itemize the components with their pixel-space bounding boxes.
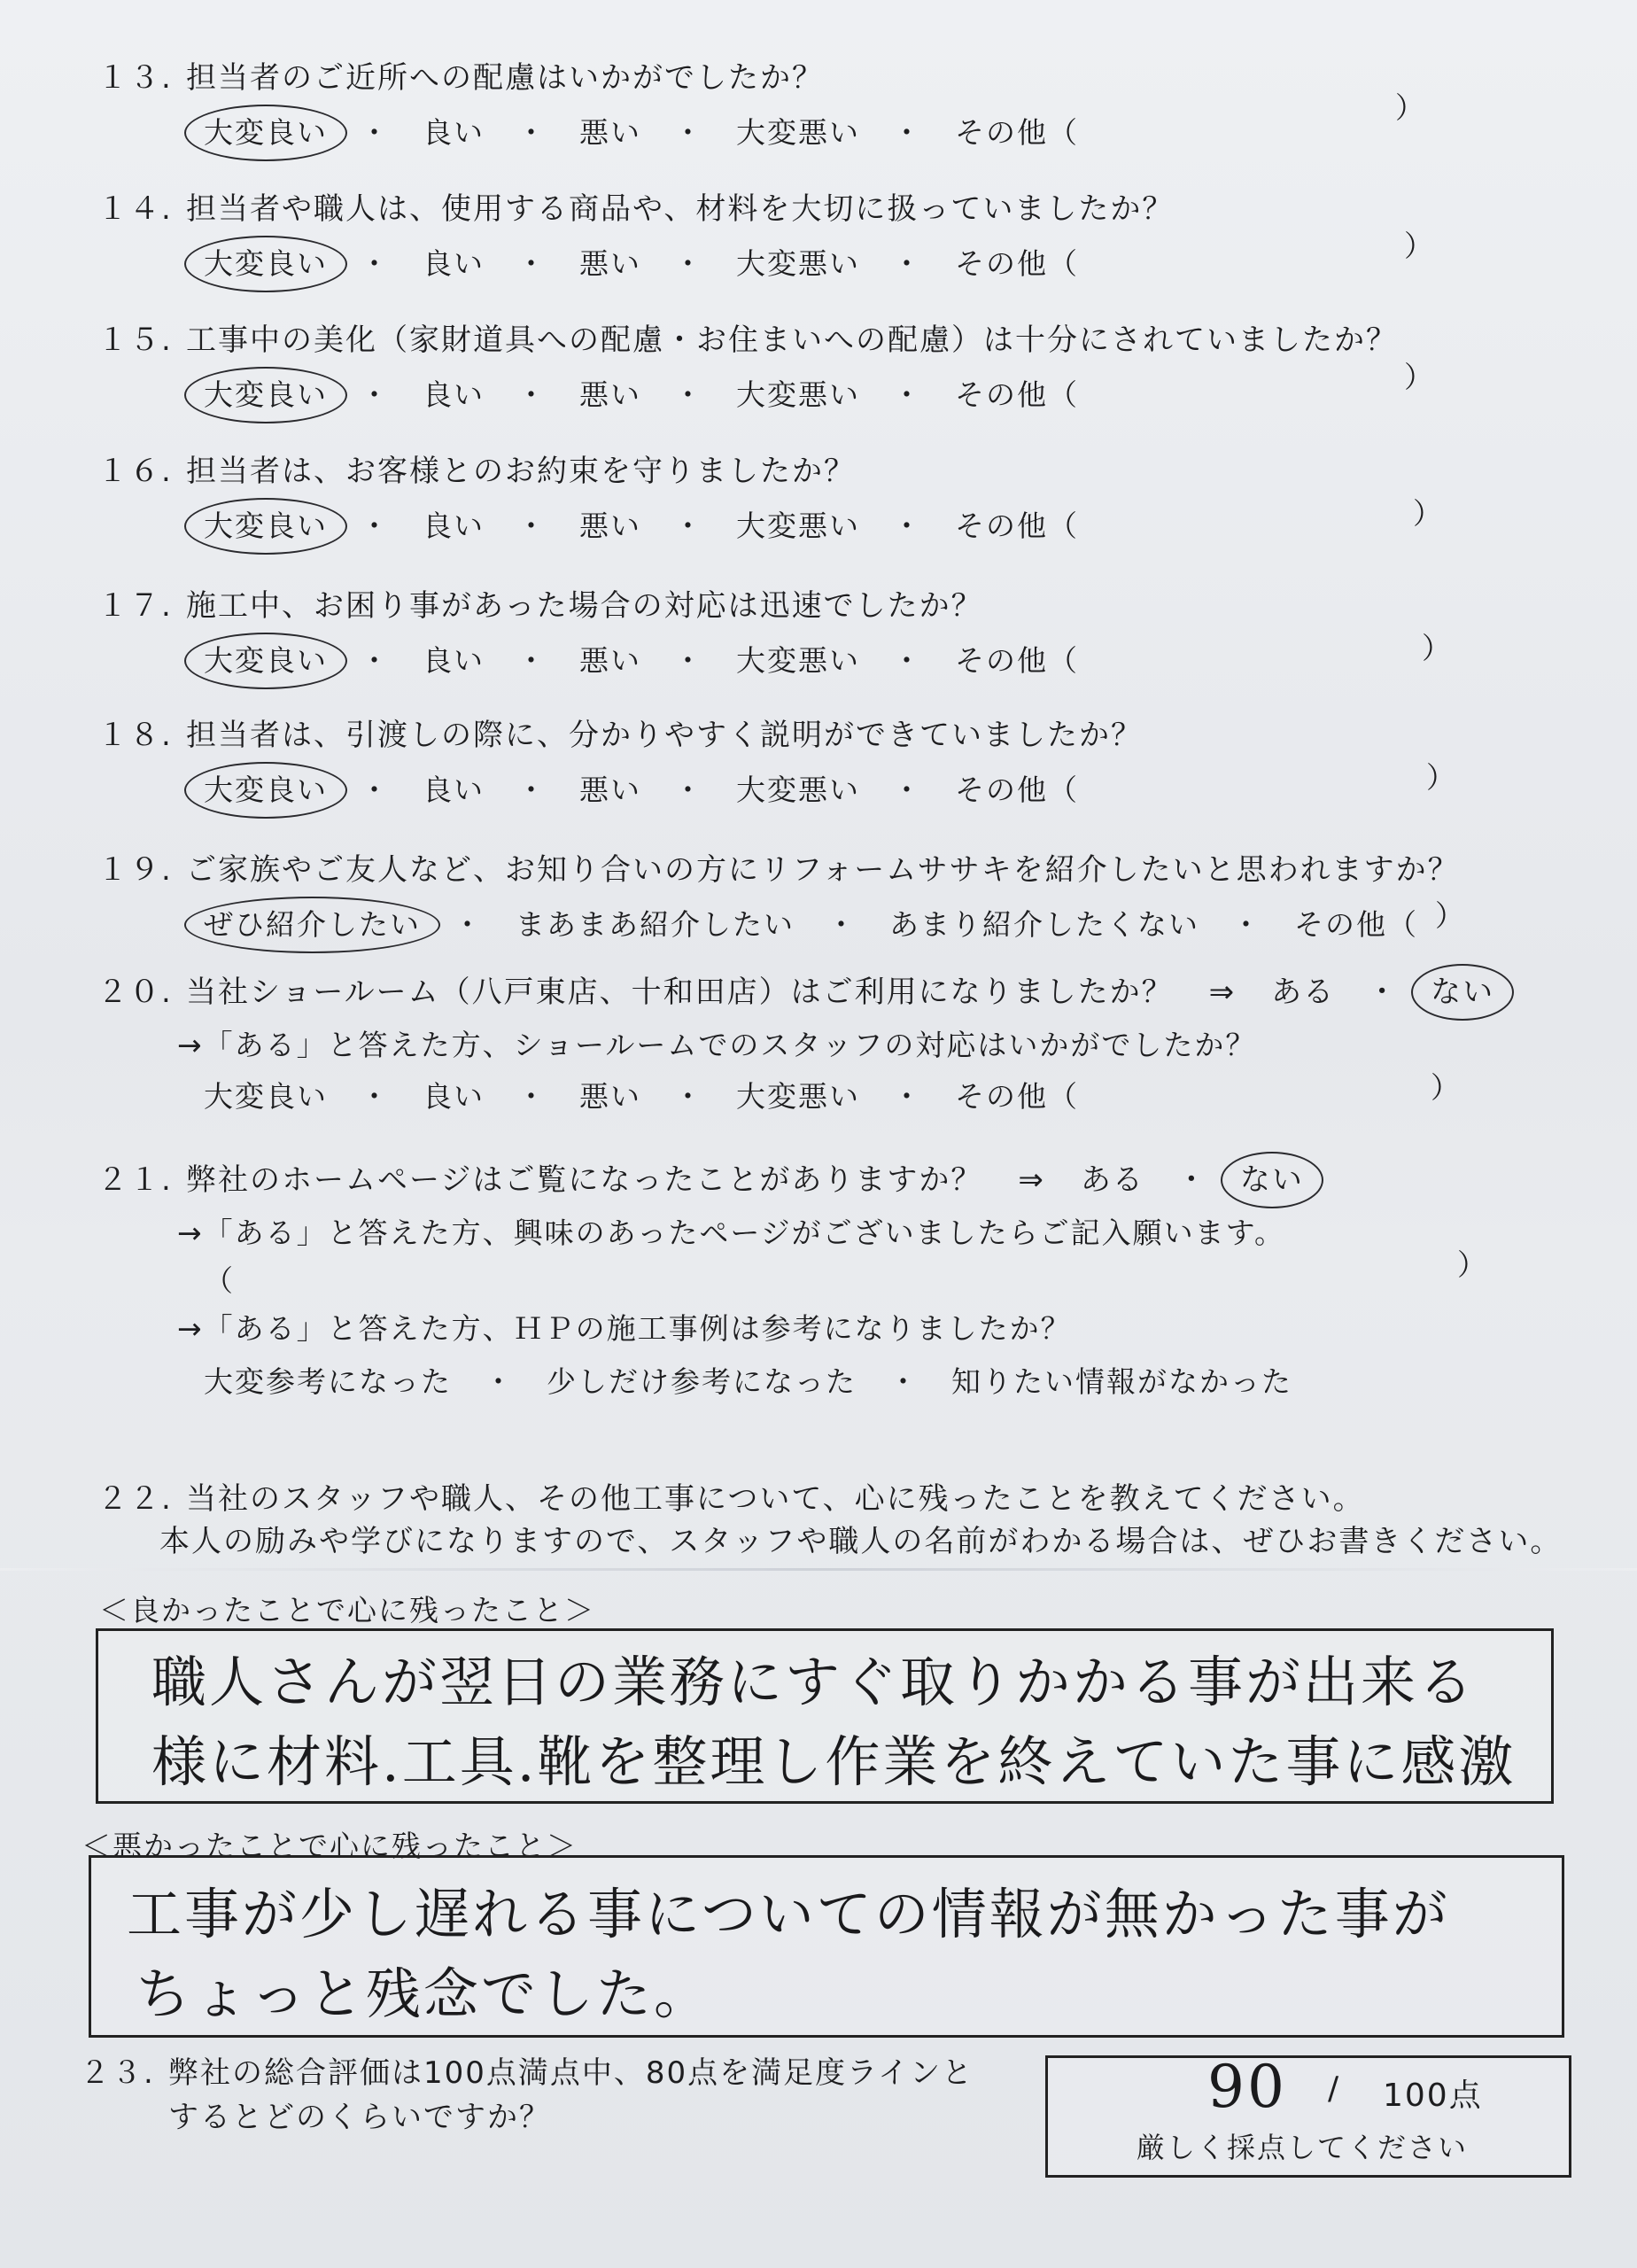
question-text: 弊社のホームページはご覧になったことがありますか？ (186, 1162, 983, 1198)
option-very-good-selected[interactable]: 大変良い (204, 113, 328, 152)
question-number: １５. (97, 322, 173, 358)
follow-up-question-1: →「ある」と答えた方、興味のあったページがございましたらご記入願います。 (177, 1216, 1286, 1250)
question-text: 弊社の総合評価は100点満点中、80点を満足度ラインと (168, 2055, 974, 2091)
score-note: 厳しく採点してください (1137, 2131, 1469, 2164)
question-number: １４. (97, 191, 173, 227)
score-slash: / (1328, 2070, 1339, 2107)
option-very-bad[interactable]: 大変悪い (736, 115, 860, 150)
score-value: 90 (1207, 2053, 1287, 2121)
option-no-selected[interactable]: ない (1239, 1162, 1304, 1198)
question-number: ２３. (80, 2055, 155, 2091)
answer-options: 大変良い ・ 良い ・ 悪い ・ 大変悪い ・ その他（ ） (204, 641, 1559, 686)
option-other[interactable]: その他（ (955, 509, 1079, 543)
option-want-to-introduce-selected[interactable]: ぜひ紹介したい (204, 905, 421, 944)
question-text: 工事中の美化（家財道具への配慮・お住まいへの配慮）は十分にされていましたか？ (186, 322, 1398, 358)
option-not-helpful[interactable]: 知りたい情報がなかった (951, 1364, 1292, 1399)
answer-options: 大変良い ・ 良い ・ 悪い ・ 大変悪い ・ その他（ ） (204, 376, 1559, 420)
option-other[interactable]: その他（ (1294, 907, 1418, 942)
good-comment-line-1: 職人さんが翌日の業務にすぐ取りかかる事が出来る (151, 1650, 1477, 1714)
option-very-good-selected[interactable]: 大変良い (204, 376, 328, 415)
question-number: １３. (97, 60, 173, 96)
option-good[interactable]: 良い (423, 115, 485, 150)
question-21: ２１. 弊社のホームページはご覧になったことがありますか？ ⇒ ある ・ ない →「ある」と答えた方、興味のあったページがございましたらご記入願います。 （ ） →「ある」と答えた方、ＨＰの施工事例は参考になりましたか？ 大変参考になった ・ 少しだけ参考になった ・ 知りたい情報がなかった (97, 1161, 1559, 1407)
question-text: ご家族やご友人など、お知り合いの方にリフォームササキを紹介したいと思われますか？ (186, 852, 1460, 888)
option-other[interactable]: その他（ (955, 115, 1079, 150)
answer-options: 大変良い ・ 良い ・ 悪い ・ 大変悪い ・ その他（ ） (204, 245, 1559, 289)
question-subtext: 本人の励みや学びになりますので、スタッフや職人の名前がわかる場合は、ぜひお書きください。 (159, 1524, 1563, 1559)
option-good[interactable]: 良い (423, 643, 485, 678)
question-number: ２１. (97, 1162, 173, 1198)
option-good[interactable]: 良い (423, 1079, 485, 1114)
bad-comment-line-1: 工事が少し遅れる事についての情報が無かった事が (127, 1882, 1450, 1946)
question-number: １７. (97, 588, 173, 624)
question-number: ２２. (97, 1481, 173, 1517)
question-text: 担当者のご近所への配慮はいかがでしたか？ (186, 60, 824, 96)
question-18 (97, 716, 1559, 815)
option-very-good-selected[interactable]: 大変良い (204, 771, 328, 810)
question-22 (97, 1480, 1563, 1561)
option-very-bad[interactable]: 大変悪い (736, 773, 860, 807)
option-other[interactable]: その他（ (955, 246, 1079, 281)
option-other[interactable]: その他（ (955, 643, 1079, 678)
good-comments-label: ＜良かったことで心に残ったこと＞ (99, 1593, 595, 1627)
close-paren: ） (1395, 90, 1426, 125)
arrow-symbol: ⇒ (1208, 975, 1237, 1010)
close-paren: ） (1435, 898, 1466, 933)
open-paren: （ (204, 1263, 235, 1298)
option-very-bad[interactable]: 大変悪い (736, 509, 860, 543)
option-good[interactable]: 良い (423, 773, 485, 807)
option-very-good-selected[interactable]: 大変良い (204, 245, 328, 284)
option-slightly-helpful[interactable]: 少しだけ参考になった (547, 1364, 857, 1399)
close-paren: ） (1413, 496, 1444, 531)
question-number: ２０. (97, 975, 173, 1010)
option-other[interactable]: その他（ (955, 773, 1079, 807)
question-23 (80, 2054, 1054, 2137)
score-max: 100点 (1383, 2078, 1483, 2114)
option-bad[interactable]: 悪い (579, 246, 641, 281)
answer-options: 大変良い ・ 良い ・ 悪い ・ 大変悪い ・ その他（ ） (204, 771, 1559, 815)
option-good[interactable]: 良い (423, 509, 485, 543)
option-good[interactable]: 良い (423, 246, 485, 281)
answer-options: ぜひ紹介したい ・ まあまあ紹介したい ・ あまり紹介したくない ・ その他（ ） (204, 905, 1559, 950)
option-very-good-selected[interactable]: 大変良い (204, 507, 328, 546)
option-very-bad[interactable]: 大変悪い (736, 1079, 860, 1114)
question-20: ２０. 当社ショールーム（八戸東店、十和田店）はご利用になりましたか？ ⇒ ある ・ ない →「ある」と答えた方、ショールームでのスタッフの対応はいかがでしたか？ 大変良い ・ 良い ・ 悪い ・ 大変悪い ・ その他（ ） (97, 973, 1559, 1122)
option-bad[interactable]: 悪い (579, 115, 641, 150)
answer-options: 大変参考になった ・ 少しだけ参考になった ・ 知りたい情報がなかった (204, 1363, 1559, 1407)
close-paren: ） (1431, 1070, 1462, 1105)
follow-up-question: →「ある」と答えた方、ショールームでのスタッフの対応はいかがでしたか？ (177, 1028, 1257, 1062)
question-15 (97, 321, 1559, 420)
question-number: １９. (97, 852, 173, 888)
close-paren: ） (1404, 360, 1435, 394)
question-subtext: するとどのくらいですか？ (168, 2100, 551, 2135)
question-16 (97, 452, 1559, 551)
option-other[interactable]: その他（ (955, 377, 1079, 412)
good-comments-box[interactable] (96, 1628, 1554, 1804)
option-bad[interactable]: 悪い (579, 773, 641, 807)
option-very-helpful[interactable]: 大変参考になった (204, 1364, 452, 1399)
option-bad[interactable]: 悪い (579, 377, 641, 412)
answer-options: 大変良い ・ 良い ・ 悪い ・ 大変悪い ・ その他（ ） (204, 507, 1559, 551)
answer-options: 大変良い ・ 良い ・ 悪い ・ 大変悪い ・ その他（ ） (204, 1077, 1559, 1122)
question-number: １６. (97, 454, 173, 489)
option-bad[interactable]: 悪い (579, 643, 641, 678)
option-good[interactable]: 良い (423, 377, 485, 412)
follow-up-question-2: →「ある」と答えた方、ＨＰの施工事例は参考になりましたか？ (177, 1311, 1072, 1346)
close-paren: ） (1422, 631, 1453, 665)
option-rather-not[interactable]: あまり紹介したくない (889, 907, 1199, 942)
arrow-symbol: ⇒ (1018, 1162, 1045, 1198)
option-yes[interactable]: ある (1080, 1162, 1144, 1198)
question-text: 担当者は、お客様とのお約束を守りましたか？ (186, 454, 856, 489)
question-17 (97, 586, 1559, 686)
question-13 (97, 58, 1559, 158)
option-very-good-selected[interactable]: 大変良い (204, 641, 328, 680)
option-very-good[interactable]: 大変良い (204, 1079, 328, 1114)
question-text: 担当者や職人は、使用する商品や、材料を大切に扱っていましたか？ (186, 191, 1175, 227)
option-somewhat-introduce[interactable]: まあまあ紹介したい (516, 907, 795, 942)
option-very-bad[interactable]: 大変悪い (736, 643, 860, 678)
score-box[interactable] (1045, 2055, 1571, 2178)
question-text: 当社のスタッフや職人、その他工事について、心に残ったことを教えてください。 (186, 1481, 1365, 1517)
question-number: １８. (97, 718, 173, 753)
close-paren: ） (1426, 760, 1457, 795)
option-other[interactable]: その他（ (955, 1079, 1079, 1114)
answer-options: 大変良い ・ 良い ・ 悪い ・ 大変悪い ・ その他（ ） (204, 113, 1559, 158)
bad-comment-line-2: ちょっと残念でした。 (136, 1961, 712, 2026)
question-text: 担当者は、引渡しの際に、分かりやすく説明ができていましたか？ (186, 718, 1143, 753)
question-19 (97, 850, 1559, 950)
page-interest-field[interactable] (204, 1247, 1559, 1306)
option-bad[interactable]: 悪い (579, 509, 641, 543)
question-14 (97, 190, 1559, 289)
question-text: 施工中、お困り事があった場合の対応は迅速でしたか？ (186, 588, 983, 624)
option-very-bad[interactable]: 大変悪い (736, 246, 860, 281)
option-yes[interactable]: ある (1271, 975, 1336, 1010)
question-text: 当社ショールーム（八戸東店、十和田店）はご利用になりましたか？ (186, 975, 1174, 1010)
paper-fold (0, 1568, 1637, 1571)
good-comment-line-2: 様に材料.工具.靴を整理し作業を終えていた事に感激 (151, 1729, 1517, 1794)
option-bad[interactable]: 悪い (579, 1079, 641, 1114)
bad-comments-box[interactable] (89, 1855, 1564, 2038)
close-paren: ） (1404, 229, 1435, 263)
option-no-selected[interactable]: ない (1431, 975, 1495, 1010)
bad-comments-label: ＜悪かったことで心に残ったこと＞ (81, 1829, 578, 1863)
close-paren: ） (1457, 1247, 1488, 1282)
option-very-bad[interactable]: 大変悪い (736, 377, 860, 412)
